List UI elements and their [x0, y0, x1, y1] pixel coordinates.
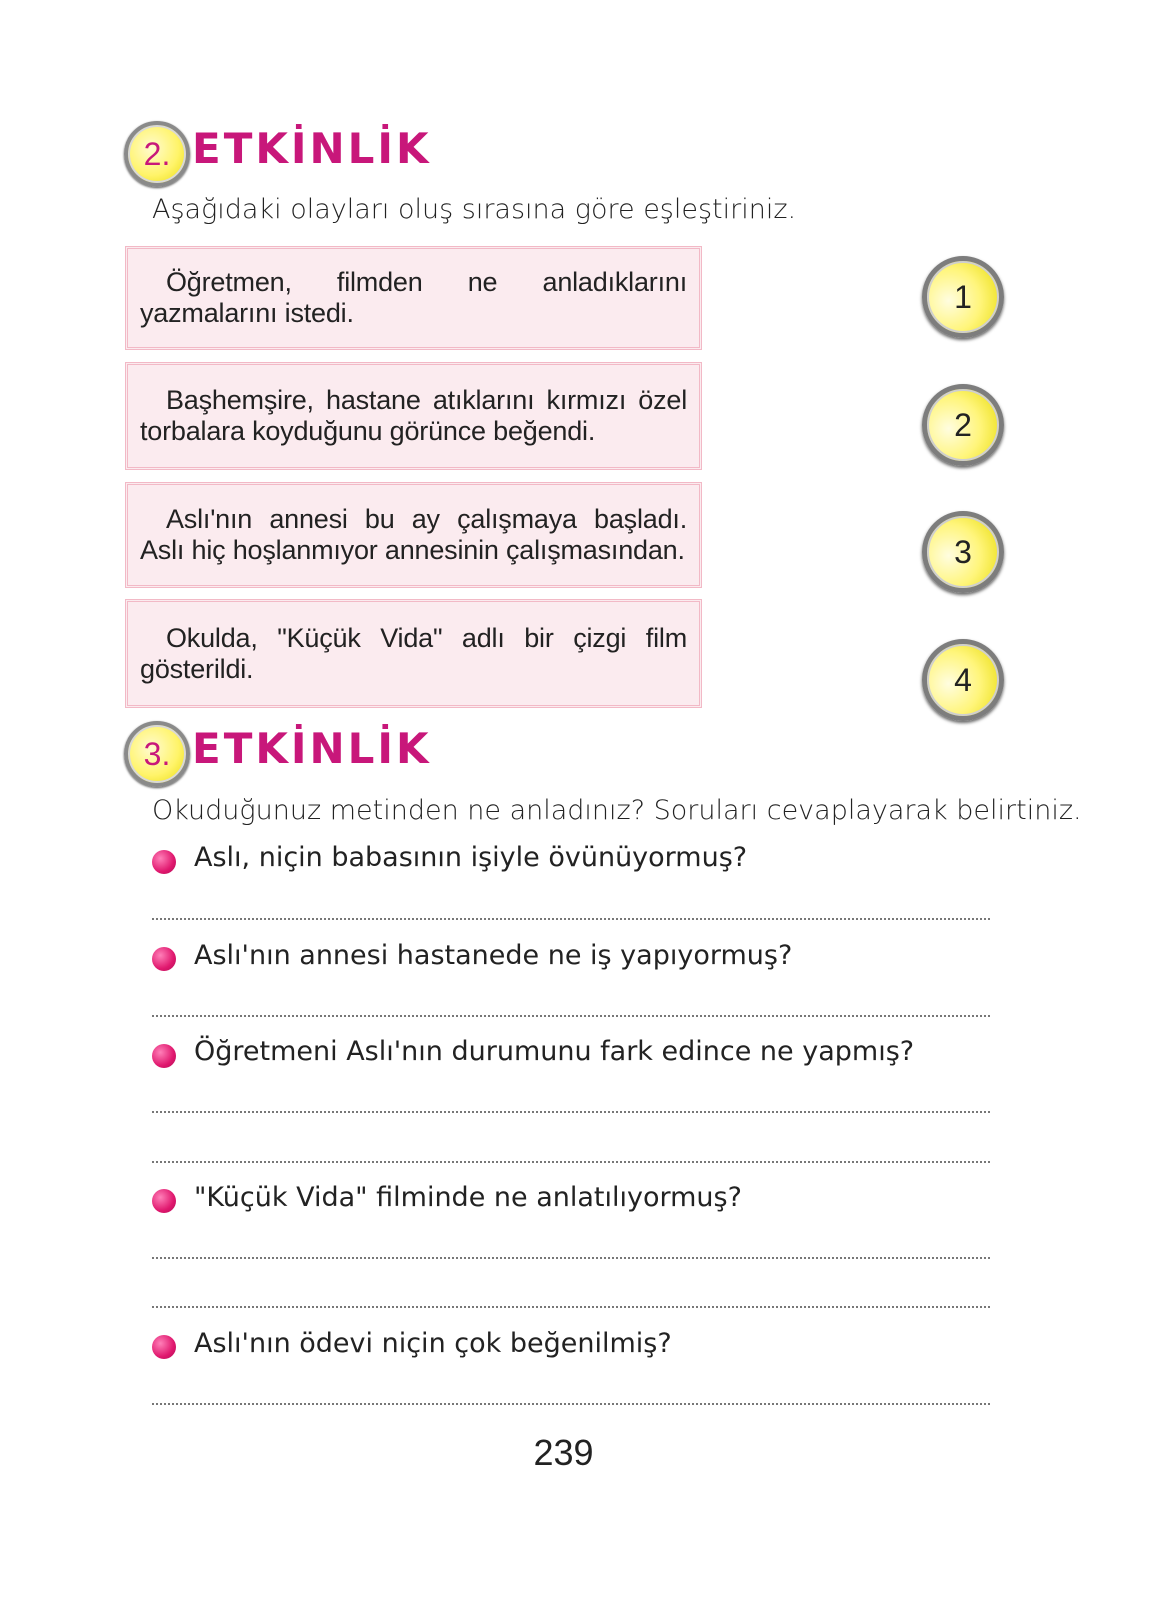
answer-line[interactable]	[152, 1015, 990, 1017]
answer-line[interactable]	[152, 1306, 990, 1308]
question: Aslı, niçin babasının işiyle övünüyormuş?	[194, 842, 748, 873]
order-circle-4[interactable]: 4	[922, 639, 1004, 721]
activity-number-badge	[124, 121, 190, 187]
answer-line[interactable]	[152, 1403, 990, 1405]
activity-title: ETKİNLİK	[192, 724, 432, 773]
event-text: Aslı'nın annesi bu ay çalışmaya başladı. Aslı hiç hoşlanmıyor annesinin çalışmasından.	[140, 504, 687, 565]
question: Aslı'nın ödevi niçin çok beğenilmiş?	[194, 1328, 672, 1359]
event-box	[125, 362, 702, 470]
activity-number-badge	[124, 721, 190, 787]
answer-line[interactable]	[152, 1111, 990, 1113]
answer-line[interactable]	[152, 918, 990, 920]
order-circle-3[interactable]: 3	[922, 511, 1004, 593]
order-circle-1[interactable]: 1	[922, 256, 1004, 338]
answer-line[interactable]	[152, 1257, 990, 1259]
activity-title: ETKİNLİK	[192, 124, 432, 173]
question: Aslı'nın annesi hastanede ne iş yapıyormuş?	[194, 940, 793, 971]
question: "Küçük Vida" filminde ne anlatılıyormuş?	[194, 1182, 742, 1213]
bullet-icon	[152, 1335, 176, 1359]
activity-number: 2.	[143, 135, 171, 172]
event-box	[125, 482, 702, 588]
page-number: 239	[533, 1432, 594, 1473]
bullet-icon	[152, 1044, 176, 1068]
event-box	[125, 246, 702, 350]
bullet-icon	[152, 850, 176, 874]
event-text: Okulda, "Küçük Vida" adlı bir çizgi film gösterildi.	[140, 622, 687, 684]
event-text: Başhemşire, hastane atıklarını kırmızı özel torbalara koyduğunu görünce beğendi.	[140, 385, 687, 446]
bullet-icon	[152, 947, 176, 971]
answer-line[interactable]	[152, 1161, 990, 1163]
activity-instruction: Aşağıdaki olayları oluş sırasına göre eşleştiriniz.	[152, 194, 797, 225]
activity-number: 3.	[143, 735, 171, 772]
order-circle-2[interactable]: 2	[922, 384, 1004, 466]
bullet-icon	[152, 1189, 176, 1213]
event-box	[125, 599, 702, 708]
activity-instruction: Okuduğunuz metinden ne anladınız? Soruları cevaplayarak belirtiniz.	[152, 795, 1082, 826]
question: Öğretmeni Aslı'nın durumunu fark edince ne yapmış?	[194, 1036, 915, 1067]
event-text: Öğretmen, filmden ne anladıklarını yazmalarını istedi.	[140, 267, 687, 328]
